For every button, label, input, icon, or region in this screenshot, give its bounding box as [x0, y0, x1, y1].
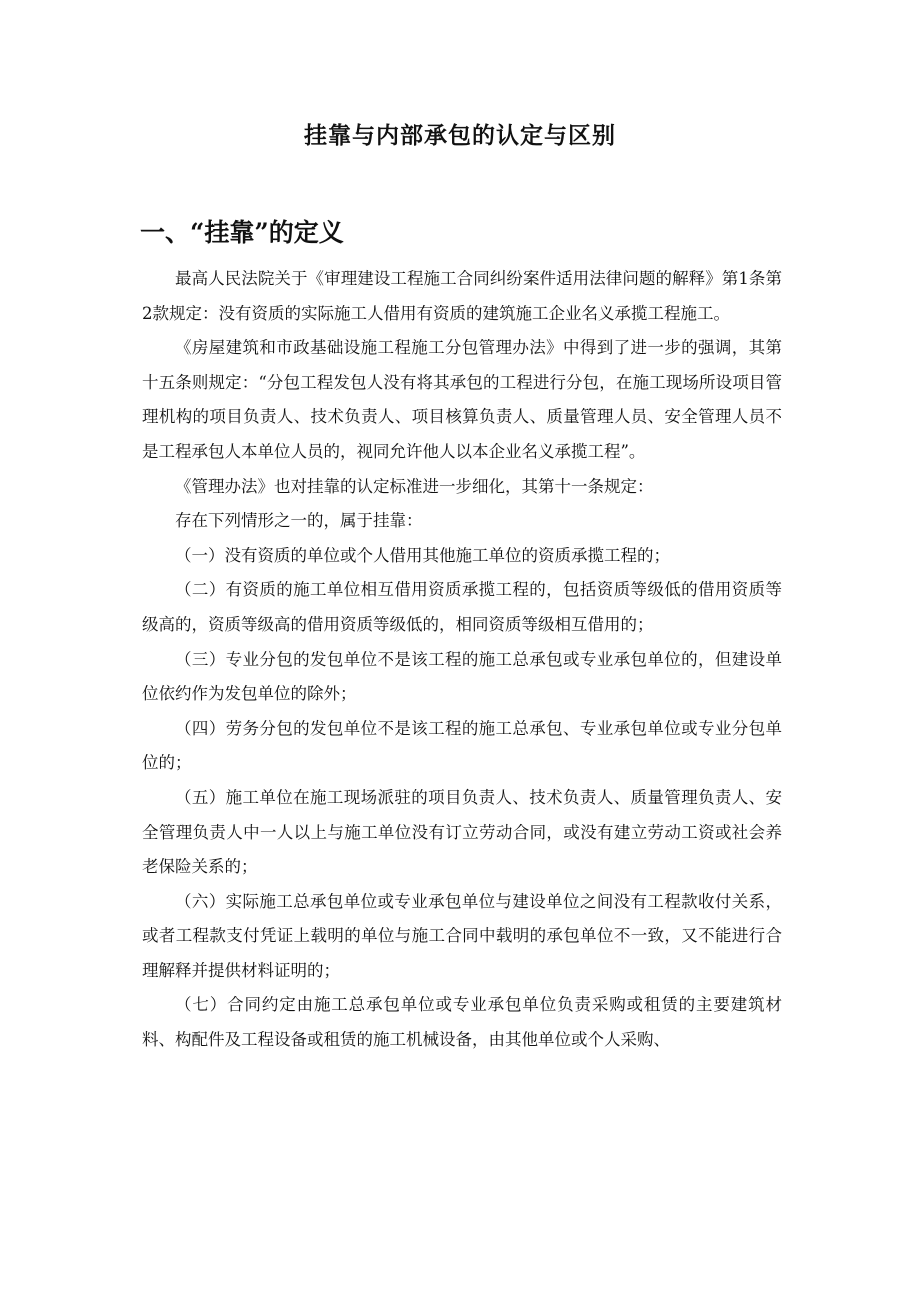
list-item: （一）没有资质的单位或个人借用其他施工单位的资质承揽工程的； [175, 545, 670, 565]
list-item: （六）实际施工总承包单位或专业承包单位与建设单位之间没有工程款收付关系，或者工程款支付凭证上载明的单位与施工合同中载明的承包单位不一致，又不能进行合理解释并提供材料证明的； [142, 891, 782, 980]
paragraph: 《房屋建筑和市政基础设施工程施工分包管理办法》中得到了进一步的强调，其第十五条则规定：“分包工程发包人没有将其承包的工程进行分包，在施工现场所设项目管理机构的项目负责人、技术负责人、项目核算负责人、质量管理人员、安全管理人员不是工程承包人本单位人员的，视同允许他人以本企业名义承揽工程”。 [142, 338, 782, 461]
list-item: （七）合同约定由施工总承包单位或专业承包单位负责采购或租赁的主要建筑材料、构配件及工程设备或租赁的施工机械设备，由其他单位或个人采购、 [142, 995, 782, 1050]
list-item: （五）施工单位在施工现场派驻的项目负责人、技术负责人、质量管理负责人、安全管理负责人中一人以上与施工单位没有订立劳动合同，或没有建立劳动工资或社会养老保险关系的； [142, 787, 782, 877]
paragraph: 存在下列情形之一的，属于挂靠： [175, 511, 423, 531]
document-body [142, 262, 782, 1058]
document-title: 挂靠与内部承包的认定与区别 [304, 122, 616, 149]
paragraph: 最高人民法院关于《审理建设工程施工合同纠纷案件适用法律问题的解释》第1条第2款规定：没有资质的实际施工人借用有资质的建筑施工企业名义承揽工程施工。 [142, 269, 782, 323]
list-item: （三）专业分包的发包单位不是该工程的施工总承包或专业承包单位的，但建设单位依约作为发包单位的除外； [142, 649, 782, 704]
paragraph: 《管理办法》也对挂靠的认定标准进一步细化，其第十一条规定： [175, 476, 654, 496]
section-heading: 一、“挂靠”的定义 [140, 218, 344, 247]
list-item: （四）劳务分包的发包单位不是该工程的施工总承包、专业承包单位或专业分包单位的； [142, 718, 782, 773]
list-item: （二）有资质的施工单位相互借用资质承揽工程的，包括资质等级低的借用资质等级高的，资质等级高的借用资质等级低的，相同资质等级相互借用的； [142, 580, 782, 634]
